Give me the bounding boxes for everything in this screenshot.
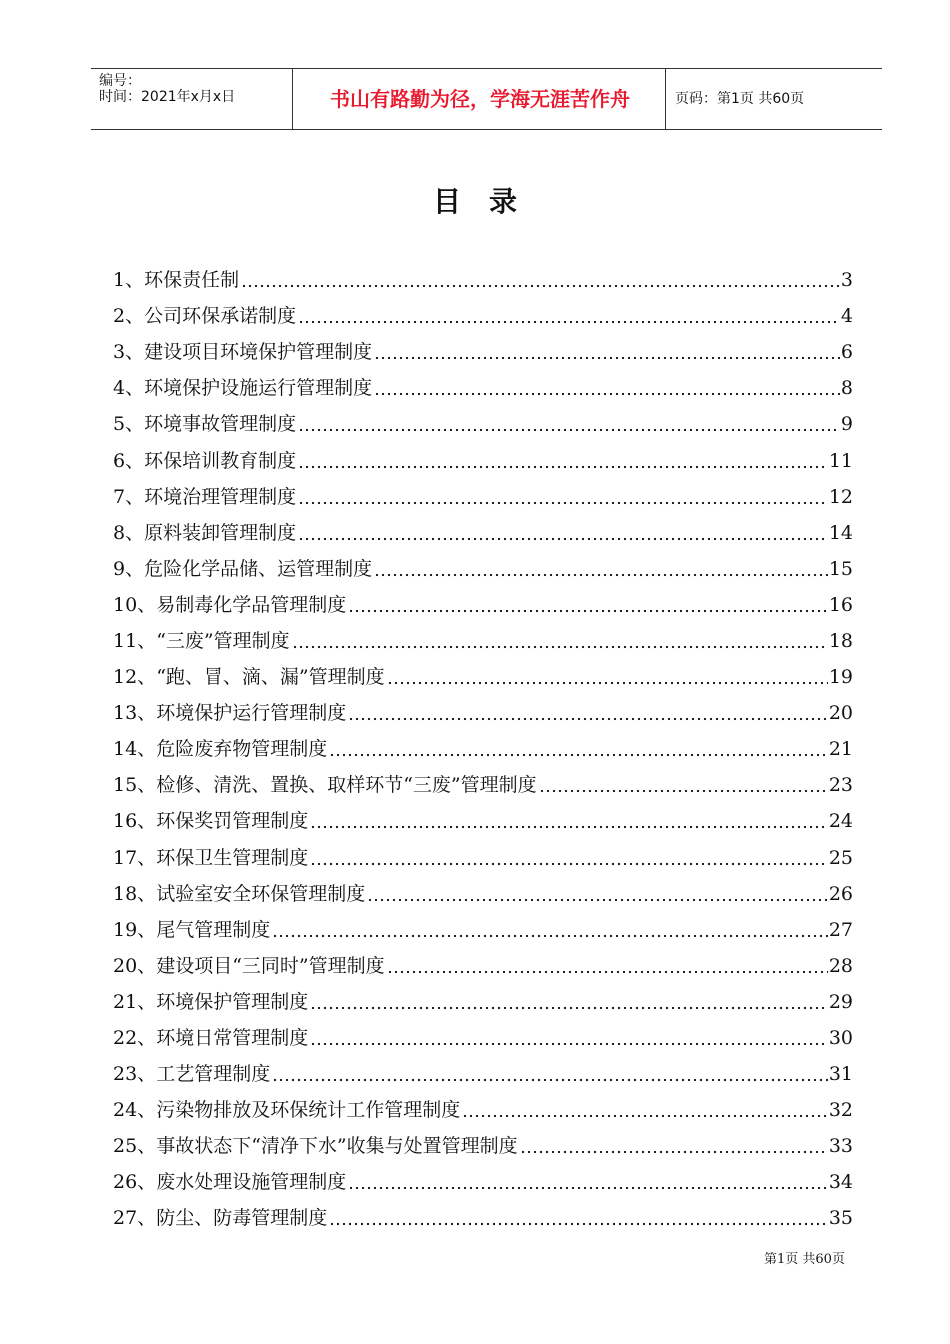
- toc-entry-page: 3: [840, 269, 853, 292]
- document-header: [91, 68, 882, 130]
- toc-dot-leader: [348, 1164, 828, 1200]
- toc-entry-page: 34: [828, 1171, 853, 1194]
- toc-entry-title: 环境保护管理制度: [156, 990, 309, 1013]
- toc-entry[interactable]: [113, 948, 853, 984]
- toc-entry-number: 11、: [113, 629, 157, 652]
- toc-entry[interactable]: [113, 442, 853, 478]
- toc-dot-leader: [374, 370, 840, 406]
- toc-entry-number: 5、: [113, 413, 145, 436]
- toc-entry-title: 污染物排放及环保统计工作管理制度: [156, 1099, 461, 1122]
- toc-dot-leader: [374, 334, 840, 370]
- toc-entry[interactable]: [113, 623, 853, 659]
- toc-entry-page: 9: [840, 413, 853, 436]
- toc-entry[interactable]: [113, 298, 853, 334]
- toc-entry-page: 19: [828, 666, 853, 689]
- toc-entry-page: 4: [840, 305, 853, 328]
- toc-dot-leader: [298, 406, 840, 442]
- toc-dot-leader: [298, 298, 840, 334]
- toc-entry-title: 易制毒化学品管理制度: [156, 593, 347, 616]
- toc-entry[interactable]: [113, 406, 853, 442]
- toc-dot-leader: [374, 551, 828, 587]
- toc-entry-number: 2、: [113, 305, 145, 328]
- toc-entry-number: 13、: [113, 702, 157, 725]
- toc-entry-page: 23: [828, 774, 853, 797]
- toc-entry-number: 1、: [113, 269, 145, 292]
- toc-entry[interactable]: [113, 1092, 853, 1128]
- header-divider: [292, 69, 293, 129]
- toc-entry-title: “三废”管理制度: [156, 629, 290, 652]
- toc-entry-number: 14、: [113, 738, 157, 761]
- toc-entry[interactable]: [113, 803, 853, 839]
- toc-entry-number: 3、: [113, 341, 145, 364]
- toc-entry-page: 16: [828, 593, 853, 616]
- toc-entry[interactable]: [113, 587, 853, 623]
- toc-entry-page: 28: [828, 954, 853, 977]
- toc-entry-title: 建设项目“三同时”管理制度: [156, 954, 385, 977]
- toc-entry[interactable]: [113, 334, 853, 370]
- toc-entry-page: 18: [828, 629, 853, 652]
- toc-entry-number: 23、: [113, 1063, 157, 1086]
- toc-entry[interactable]: [113, 1200, 853, 1236]
- toc-entry-page: 25: [828, 846, 853, 869]
- toc-entry[interactable]: [113, 984, 853, 1020]
- toc-entry-title: 环保奖罚管理制度: [156, 810, 309, 833]
- toc-dot-leader: [310, 803, 828, 839]
- date-label: 时间：2021年x月x日: [99, 89, 236, 105]
- toc-entry-page: 14: [828, 521, 853, 544]
- toc-entry-title: 环境日常管理制度: [156, 1027, 309, 1050]
- toc-entry-title: 环保培训教育制度: [144, 449, 297, 472]
- toc-entry[interactable]: [113, 551, 853, 587]
- toc-entry-page: 12: [828, 485, 853, 508]
- toc-entry[interactable]: [113, 1056, 853, 1092]
- table-of-contents: [113, 262, 853, 1237]
- toc-entry-number: 12、: [113, 666, 157, 689]
- toc-entry-page: 29: [828, 990, 853, 1013]
- toc-dot-leader: [298, 479, 828, 515]
- toc-entry[interactable]: [113, 515, 853, 551]
- toc-entry-number: 27、: [113, 1207, 157, 1230]
- toc-dot-leader: [310, 840, 828, 876]
- toc-entry-page: 11: [828, 449, 853, 472]
- toc-dot-leader: [539, 767, 828, 803]
- toc-entry-page: 8: [840, 377, 853, 400]
- header-page-info: 页码：第1页 共60页: [675, 91, 805, 107]
- header-meta: [99, 69, 291, 129]
- toc-entry-title: 检修、清洗、置换、取样环节“三废”管理制度: [156, 774, 537, 797]
- toc-entry[interactable]: [113, 912, 853, 948]
- toc-entry-title: 废水处理设施管理制度: [156, 1171, 347, 1194]
- toc-entry-title: 工艺管理制度: [156, 1063, 271, 1086]
- toc-entry-title: “跑、冒、滴、漏”管理制度: [156, 666, 385, 689]
- toc-entry-title: 环境保护运行管理制度: [156, 702, 347, 725]
- toc-entry-title: 建设项目环境保护管理制度: [144, 341, 373, 364]
- toc-dot-leader: [329, 1200, 828, 1236]
- toc-entry-number: 18、: [113, 882, 157, 905]
- toc-entry-page: 27: [828, 918, 853, 941]
- toc-entry-title: 防尘、防毒管理制度: [156, 1207, 328, 1230]
- toc-entry[interactable]: [113, 1128, 853, 1164]
- toc-dot-leader: [367, 876, 828, 912]
- toc-entry-number: 16、: [113, 810, 157, 833]
- toc-entry-number: 21、: [113, 990, 157, 1013]
- header-motto: 书山有路勤为径，学海无涯苦作舟: [330, 87, 630, 111]
- page-title: 目录: [432, 185, 545, 218]
- toc-entry-page: 15: [828, 557, 853, 580]
- toc-entry-title: 危险废弃物管理制度: [156, 738, 328, 761]
- toc-entry-page: 31: [828, 1063, 853, 1086]
- toc-entry-number: 4、: [113, 377, 145, 400]
- toc-entry-title: 环境事故管理制度: [144, 413, 297, 436]
- toc-entry-title: 事故状态下“清净下水”收集与处置管理制度: [156, 1135, 518, 1158]
- toc-entry[interactable]: [113, 479, 853, 515]
- toc-dot-leader: [329, 731, 828, 767]
- toc-entry-number: 8、: [113, 521, 145, 544]
- toc-entry-title: 环境保护设施运行管理制度: [144, 377, 373, 400]
- toc-entry[interactable]: [113, 731, 853, 767]
- toc-entry[interactable]: [113, 767, 853, 803]
- toc-dot-leader: [292, 623, 828, 659]
- toc-entry-number: 9、: [113, 557, 145, 580]
- toc-entry-title: 环境治理管理制度: [144, 485, 297, 508]
- toc-dot-leader: [298, 515, 828, 551]
- toc-dot-leader: [310, 984, 828, 1020]
- toc-entry-number: 20、: [113, 954, 157, 977]
- toc-dot-leader: [462, 1092, 828, 1128]
- toc-entry-page: 26: [828, 882, 853, 905]
- toc-dot-leader: [298, 443, 828, 479]
- toc-dot-leader: [520, 1128, 828, 1164]
- toc-entry[interactable]: [113, 370, 853, 406]
- toc-entry-number: 17、: [113, 846, 157, 869]
- toc-entry-number: 26、: [113, 1171, 157, 1194]
- toc-dot-leader: [387, 948, 828, 984]
- toc-entry-number: 19、: [113, 918, 157, 941]
- header-divider: [665, 69, 666, 129]
- serial-number-label: 编号：: [99, 73, 141, 89]
- toc-entry-title: 公司环保承诺制度: [144, 305, 297, 328]
- toc-entry-page: 20: [828, 702, 853, 725]
- toc-entry[interactable]: [113, 659, 853, 695]
- toc-entry-page: 24: [828, 810, 853, 833]
- toc-entry-page: 33: [828, 1135, 853, 1158]
- toc-dot-leader: [348, 695, 828, 731]
- toc-entry-number: 10、: [113, 593, 157, 616]
- toc-dot-leader: [387, 659, 828, 695]
- toc-entry-number: 7、: [113, 485, 145, 508]
- toc-entry-title: 环保责任制: [144, 269, 240, 292]
- toc-entry-page: 6: [840, 341, 853, 364]
- toc-dot-leader: [310, 1020, 828, 1056]
- toc-entry-page: 21: [828, 738, 853, 761]
- toc-entry-title: 尾气管理制度: [156, 918, 271, 941]
- toc-entry-page: 35: [828, 1207, 853, 1230]
- toc-dot-leader: [272, 1056, 828, 1092]
- toc-dot-leader: [241, 262, 840, 298]
- toc-entry-page: 30: [828, 1027, 853, 1050]
- toc-entry-number: 6、: [113, 449, 145, 472]
- toc-dot-leader: [348, 587, 828, 623]
- toc-entry-title: 危险化学品储、运管理制度: [144, 557, 373, 580]
- toc-entry[interactable]: [113, 262, 853, 298]
- toc-dot-leader: [272, 912, 828, 948]
- toc-entry-title: 试验室安全环保管理制度: [156, 882, 366, 905]
- toc-entry[interactable]: [113, 840, 853, 876]
- footer-page-info: 第1页 共60页: [764, 1252, 845, 1267]
- toc-entry[interactable]: [113, 876, 853, 912]
- toc-entry-number: 25、: [113, 1135, 157, 1158]
- toc-entry-number: 22、: [113, 1027, 157, 1050]
- toc-entry-number: 24、: [113, 1099, 157, 1122]
- toc-entry-page: 32: [828, 1099, 853, 1122]
- toc-entry[interactable]: [113, 1164, 853, 1200]
- toc-entry-title: 环保卫生管理制度: [156, 846, 309, 869]
- toc-entry-number: 15、: [113, 774, 157, 797]
- toc-entry-title: 原料装卸管理制度: [144, 521, 297, 544]
- toc-entry[interactable]: [113, 1020, 853, 1056]
- toc-entry[interactable]: [113, 695, 853, 731]
